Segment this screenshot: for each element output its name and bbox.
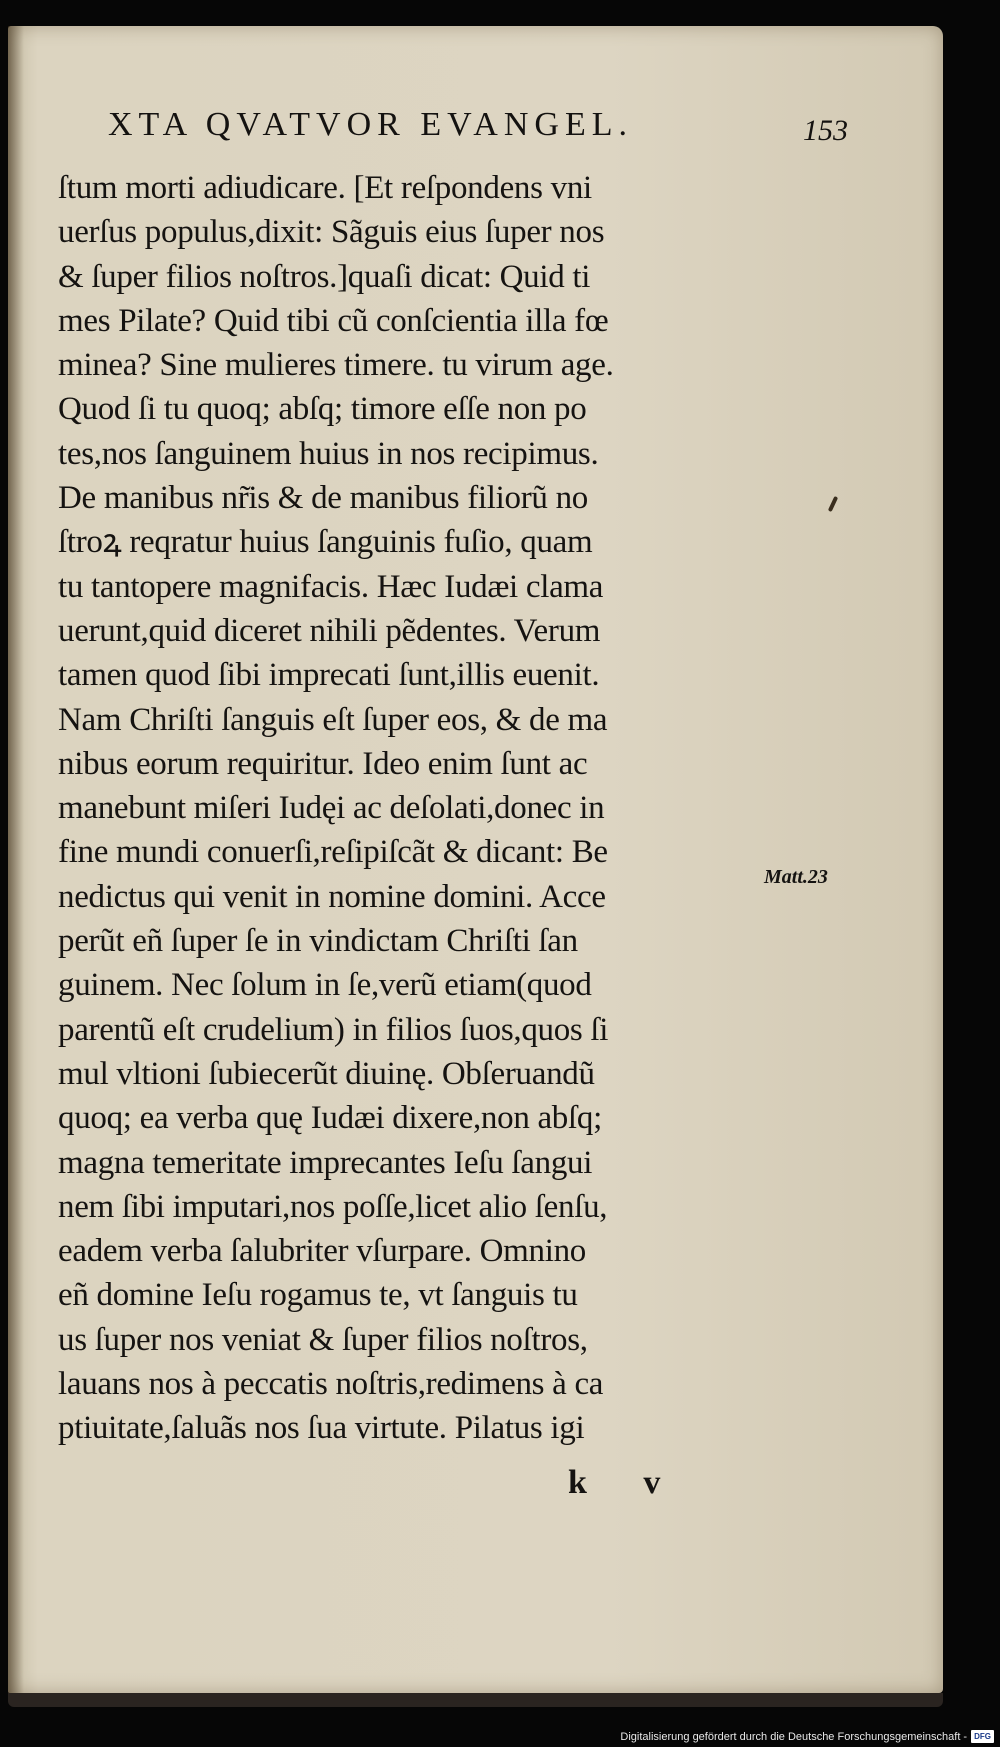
text-line: lauans nos à peccatis noſtris,redimens à ca bbox=[58, 1366, 604, 1403]
text-line: eadem verba ſalubriter vſurpare. Omnino bbox=[58, 1233, 586, 1270]
ink-mark bbox=[828, 496, 838, 512]
text-line: uerſus populus,dixit: Sãguis eius ſuper nos bbox=[58, 214, 605, 251]
text-line: & ſuper filios noſtros.]quaſi dicat: Quid ti bbox=[58, 258, 591, 295]
digitization-credit bbox=[620, 1730, 994, 1743]
marginal-note: Matt.23 bbox=[764, 866, 828, 888]
text-line: ſtroꝝ reqratur huius ſanguinis fuſio, quam bbox=[58, 524, 593, 561]
text-line: guinem. Nec ſolum in ſe,verũ etiam(quod bbox=[58, 967, 592, 1004]
page-bottom-edge bbox=[8, 1693, 943, 1707]
text-line: nedictus qui venit in nomine domini. Acce bbox=[58, 878, 606, 915]
text-line: fine mundi conuerſi,reſipiſcãt & dicant: Be bbox=[58, 834, 608, 871]
spine-shadow bbox=[8, 26, 24, 1693]
text-line: tes,nos ſanguinem huius in nos recipimus. bbox=[58, 435, 599, 472]
text-line: mul vltioni ſubiecerũt diuinę. Obſeruandũ bbox=[58, 1055, 595, 1092]
running-head bbox=[108, 88, 848, 148]
text-line: us ſuper nos veniat & ſuper filios noſtros, bbox=[58, 1321, 588, 1358]
text-line: magna temeritate imprecantes Ieſu ſangui bbox=[58, 1144, 593, 1181]
text-line: nem ſibi imputari,nos poſſe,licet alio ſenſu, bbox=[58, 1188, 608, 1225]
text-line: Nam Chriſti ſanguis eſt ſuper eos, & de ma bbox=[58, 701, 608, 738]
dfg-logo: DFG bbox=[971, 1730, 994, 1743]
text-line: parentũ eſt crudelium) in filios ſuos,quos ſi bbox=[58, 1011, 609, 1048]
page-number: 153 bbox=[803, 114, 848, 147]
text-line: tamen quod ſibi imprecati ſunt,illis euenit. bbox=[58, 657, 600, 694]
text-line: ſtum morti adiudicare. [Et reſpondens vni bbox=[58, 170, 592, 206]
body-text bbox=[58, 166, 758, 1451]
text-line: mes Pilate? Quid tibi cũ conſcientia illa fœ bbox=[58, 302, 609, 339]
running-title: XTA QVATVOR EVANGEL. bbox=[108, 106, 633, 143]
text-line: nibus eorum requiritur. Ideo enim ſunt ac bbox=[58, 745, 588, 782]
text-line: uerunt,quid diceret nihili pẽdentes. Verum bbox=[58, 612, 601, 649]
text-line: tu tantopere magnifacis. Hæc Iudæi clama bbox=[58, 568, 604, 605]
text-line: eñ domine Ieſu rogamus te, vt ſanguis tu bbox=[58, 1277, 578, 1314]
text-line: Quod ſi tu quoq; abſq; timore eſſe non po bbox=[58, 391, 587, 428]
book-page bbox=[8, 26, 943, 1693]
text-line: De manibus nr̃is & de manibus filiorũ no bbox=[58, 480, 588, 517]
text-line: perũt eñ ſuper ſe in vindictam Chriſti ſan bbox=[58, 923, 578, 960]
text-line: quoq; ea verba quę Iudæi dixere,non abſq; bbox=[58, 1100, 602, 1137]
signature-mark: k v bbox=[568, 1464, 685, 1501]
credit-text: Digitalisierung gefördert durch die Deutsche Forschungsgemeinschaft - bbox=[620, 1730, 968, 1743]
text-line: ptiuitate,ſaluãs nos ſua virtute. Pilatus igi bbox=[58, 1410, 585, 1447]
text-line: minea? Sine mulieres timere. tu virum age. bbox=[58, 347, 614, 384]
text-line: manebunt miſeri Iudęi ac deſolati,donec in bbox=[58, 790, 605, 827]
